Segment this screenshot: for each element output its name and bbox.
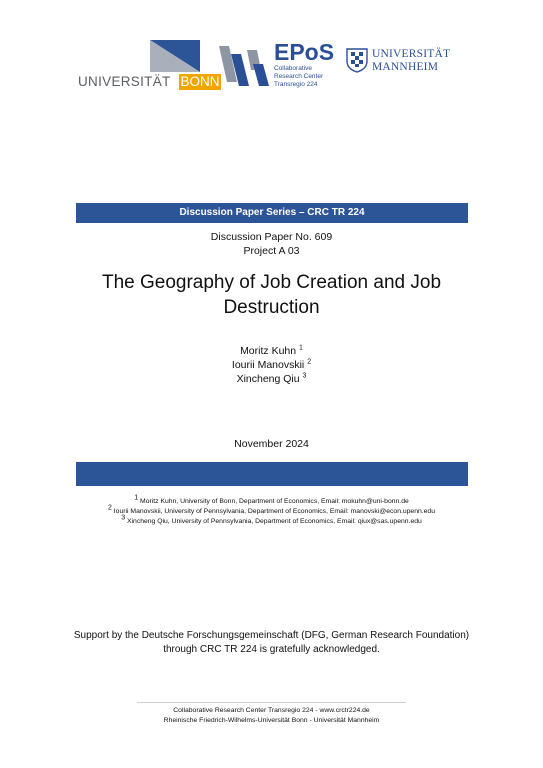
bonn-logo-name: UNIVERSITÄT [78, 74, 171, 89]
footnote-text: Moritz Kuhn, University of Bonn, Department of Economics, Email: mokuhn@uni-bonn.de [140, 498, 409, 505]
footnote [0, 514, 543, 528]
author-name: Moritz Kuhn [240, 345, 297, 357]
footer-line: Rheinische Friedrich-Wilhelms-Universität Bonn - Universität Mannheim [163, 717, 380, 724]
footnote [0, 494, 543, 508]
author-name: Xincheng Qiu [236, 373, 300, 385]
footnote [0, 504, 543, 518]
footnote-mark: 2 [107, 504, 112, 512]
epos-subtitle-line: Research Center [274, 73, 324, 80]
project-code: Project A 03 [243, 245, 300, 257]
funding-acknowledgement-line: Support by the Deutsche Forschungsgemeinschaft (DFG, German Research Foundation) [73, 630, 470, 641]
bonn-logo-mark-icon [150, 40, 200, 72]
university-of-mannheim-logo [345, 47, 463, 77]
author [0, 344, 543, 358]
epos-subtitle [274, 65, 344, 89]
author-footnote-mark: 2 [307, 358, 312, 366]
footer-divider [137, 702, 406, 703]
epos-mark-icon [217, 42, 271, 88]
footnote-mark: 1 [134, 494, 139, 502]
university-of-bonn-logo [78, 40, 220, 90]
bonn-logo-city: BONN [180, 74, 220, 89]
discussion-paper-number: Discussion Paper No. 609 [210, 231, 333, 243]
author-name: Iourii Manovskii [231, 359, 305, 371]
mannheim-logo-line: MANNHEIM [372, 60, 439, 73]
mannheim-logo-line: UNIVERSITÄT [372, 48, 451, 60]
epos-title: EPoS [274, 39, 335, 65]
author [0, 358, 543, 372]
epos-subtitle-line: Collaborative [274, 65, 312, 72]
author-footnote-mark: 1 [299, 344, 303, 352]
epos-logo [217, 39, 335, 90]
mannheim-logo-text [372, 48, 450, 73]
epos-subtitle-line: Transregio 224 [274, 81, 318, 88]
funding-acknowledgement-line: through CRC TR 224 is gratefully acknowledged. [163, 644, 380, 655]
series-banner: Discussion Paper Series – CRC TR 224 [76, 203, 468, 223]
footnote-text: Iourii Manovskii, University of Pennsylvania, Department of Economics, Email: manovski@econ.upenn.edu [113, 508, 435, 515]
author-footnote-mark: 3 [302, 372, 307, 380]
publication-date: November 2024 [234, 438, 309, 450]
footnote-text: Xincheng Qiu, University of Pennsylvania, Department of Economics, Email: qiux@sas.upenn.edu [127, 518, 422, 525]
decorative-bar [76, 462, 468, 486]
paper-title: The Geography of Job Creation and Job Destruction [101, 272, 442, 318]
author [0, 372, 543, 386]
footnote-mark: 3 [121, 514, 126, 522]
mannheim-seal-icon [345, 47, 369, 73]
footer-line: Collaborative Research Center Transregio 224 - www.crctr224.de [173, 707, 370, 714]
